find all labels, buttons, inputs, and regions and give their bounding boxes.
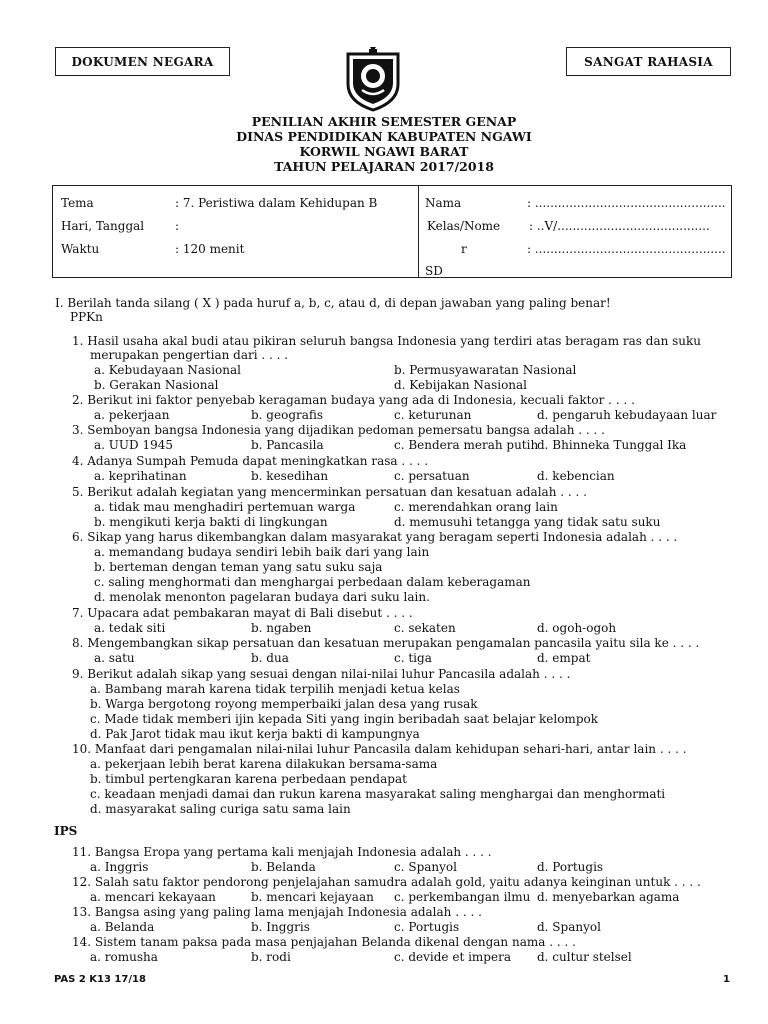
option-12d: d. menyebarkan agama (537, 890, 680, 904)
question-6: 6. Sikap yang harus dikembangkan dalam masyarakat yang beragam seperti Indonesia adalah . . . . (72, 530, 678, 544)
exam-info-table (52, 185, 732, 278)
subject-ppkn: PPKn (70, 310, 103, 324)
question-5: 5. Berikut adalah kegiatan yang mencerminkan persatuan dan kesatuan adalah . . . . (72, 485, 587, 499)
option-2a: a. pekerjaan (94, 408, 170, 422)
question-12: 12. Salah satu faktor pendorong penjelajahan samudra adalah gold, yaitu adanya keinginan untuk . . . . (72, 875, 701, 889)
option-6b: b. berteman dengan teman yang satu suku saja (94, 560, 383, 574)
info-value-theme: : 7. Peristiwa dalam Kehidupan B (175, 196, 378, 210)
option-5a: a. tidak mau menghadiri pertemuan warga (94, 500, 356, 514)
option-12c: c. perkembangan ilmu (394, 890, 531, 904)
option-2d: d. pengaruh kebudayaan luar (537, 408, 717, 422)
question-14: 14. Sistem tanam paksa pada masa penjajahan Belanda dikenal dengan nama . . . . (72, 935, 576, 949)
option-1a: a. Kebudayaan Nasional (94, 363, 241, 377)
option-7c: c. sekaten (394, 621, 456, 635)
option-10b: b. timbul pertengkaran karena perbedaan pendapat (90, 772, 407, 786)
option-14a: a. romusha (90, 950, 158, 964)
question-7: 7. Upacara adat pembakaran mayat di Bali disebut . . . . (72, 606, 413, 620)
section-instruction: I. Berilah tanda silang ( X ) pada huruf a, b, c, atau d, di depan jawaban yang paling benar! (55, 296, 611, 310)
option-14d: d. cultur stelsel (537, 950, 632, 964)
question-1: 1. Hasil usaha akal budi atau pikiran seluruh bangsa Indonesia yang terdiri atas beragam ras dan suku (72, 334, 702, 348)
option-6c: c. saling menghormati dan menghargai perbedaan dalam keberagaman (94, 575, 531, 589)
option-11d: d. Portugis (537, 860, 604, 874)
option-12b: b. mencari kejayaan (251, 890, 374, 904)
option-11b: b. Belanda (251, 860, 316, 874)
info-label-r: r (461, 242, 467, 256)
question-11: 11. Bangsa Eropa yang pertama kali menjajah Indonesia adalah . . . . (72, 845, 492, 859)
option-5c: c. merendahkan orang lain (394, 500, 558, 514)
option-10a: a. pekerjaan lebih berat karena dilakukan bersama-sama (90, 757, 438, 771)
option-9b: b. Warga bergotong royong memperbaiki jalan desa yang rusak (90, 697, 478, 711)
option-5d: d. memusuhi tetangga yang tidak satu suku (394, 515, 661, 529)
option-3a: a. UUD 1945 (94, 438, 173, 452)
info-value-class: : ..V/........................................ (529, 219, 710, 233)
option-13b: b. Inggris (251, 920, 310, 934)
question-8: 8. Mengembangkan sikap persatuan dan kesatuan merupakan pengamalan pancasila yaitu sila ke . . . . (72, 636, 700, 650)
info-label-class: Kelas/Nome (427, 219, 501, 233)
region-title: KORWIL NGAWI BARAT (299, 144, 469, 159)
info-value-name: : .................................................. (527, 196, 726, 210)
question-2: 2. Berikut ini faktor penyebab keragaman budaya yang ada di Indonesia, kecuali faktor . . . . (72, 393, 635, 407)
info-label-date: Hari, Tanggal (61, 219, 145, 233)
question-3: 3. Semboyan bangsa Indonesia yang dijadikan pedoman pemersatu bangsa adalah . . . . (72, 423, 605, 437)
option-14c: c. devide et impera (394, 950, 511, 964)
info-value-time: : 120 menit (175, 242, 245, 256)
info-label-school: SD (425, 264, 443, 278)
question-10: 10. Manfaat dari pengamalan nilai-nilai luhur Pancasila dalam kehidupan sehari-hari, antar lain . . . . (72, 742, 687, 756)
option-1d: d. Kebijakan Nasional (394, 378, 528, 392)
option-7d: d. ogoh-ogoh (537, 621, 617, 635)
page-number: 1 (723, 974, 730, 985)
option-3c: c. Bendera merah putih (394, 438, 539, 452)
footer-code: PAS 2 K13 17/18 (54, 974, 146, 985)
document-classification-box: DOKUMEN NEGARA (55, 47, 230, 76)
option-10d: d. masyarakat saling curiga satu sama lain (90, 802, 351, 816)
option-14b: b. rodi (251, 950, 291, 964)
option-12a: a. mencari kekayaan (90, 890, 216, 904)
info-divider (418, 186, 419, 277)
option-8b: b. dua (251, 651, 289, 665)
option-6d: d. menolak menonton pagelaran budaya dari suku lain. (94, 590, 430, 604)
info-label-name: Nama (425, 196, 462, 210)
option-2b: b. geografis (251, 408, 324, 422)
option-5b: b. mengikuti kerja bakti di lingkungan (94, 515, 328, 529)
option-3d: d. Bhinneka Tunggal Ika (537, 438, 687, 452)
option-10c: c. keadaan menjadi damai dan rukun karena masyarakat saling menghargai dan menghormati (90, 787, 666, 801)
option-4c: c. persatuan (394, 469, 470, 483)
option-13d: d. Spanyol (537, 920, 601, 934)
option-8c: c. tiga (394, 651, 432, 665)
option-4b: b. kesedihan (251, 469, 329, 483)
option-4a: a. keprihatinan (94, 469, 187, 483)
info-label-time: Waktu (61, 242, 100, 256)
option-8a: a. satu (94, 651, 135, 665)
option-7b: b. ngaben (251, 621, 312, 635)
info-label-theme: Tema (61, 196, 94, 210)
option-13a: a. Belanda (90, 920, 155, 934)
option-9c: c. Made tidak memberi ijin kepada Siti yang ingin beribadah saat belajar kelompok (90, 712, 598, 726)
option-1b: b. Permusyawaratan Nasional (394, 363, 577, 377)
option-2c: c. keturunan (394, 408, 472, 422)
info-value-date: : (175, 219, 180, 233)
agency-title: DINAS PENDIDIKAN KABUPATEN NGAWI (236, 129, 532, 144)
year-title: TAHUN PELAJARAN 2017/2018 (274, 159, 494, 174)
option-3b: b. Pancasila (251, 438, 324, 452)
exam-title: PENILIAN AKHIR SEMESTER GENAP (251, 114, 517, 129)
subject-ips: IPS (54, 824, 78, 838)
question-13: 13. Bangsa asing yang paling lama menjajah Indonesia adalah . . . . (72, 905, 482, 919)
option-7a: a. tedak siti (94, 621, 166, 635)
question-4: 4. Adanya Sumpah Pemuda dapat meningkatkan rasa . . . . (72, 454, 429, 468)
option-11c: c. Spanyol (394, 860, 457, 874)
option-9a: a. Bambang marah karena tidak terpilih menjadi ketua kelas (90, 682, 460, 696)
regency-emblem-icon (344, 46, 402, 112)
confidentiality-box: SANGAT RAHASIA (566, 47, 731, 76)
option-13c: c. Portugis (394, 920, 460, 934)
option-8d: d. empat (537, 651, 591, 665)
info-value-r: : .................................................. (527, 242, 726, 256)
option-11a: a. Inggris (90, 860, 149, 874)
option-9d: d. Pak Jarot tidak mau ikut kerja bakti di kampungnya (90, 727, 420, 741)
option-4d: d. kebencian (537, 469, 615, 483)
question-1-cont: merupakan pengertian dari . . . . (90, 348, 289, 362)
option-6a: a. memandang budaya sendiri lebih baik dari yang lain (94, 545, 430, 559)
option-1c: b. Gerakan Nasional (94, 378, 219, 392)
question-9: 9. Berikut adalah sikap yang sesuai dengan nilai-nilai luhur Pancasila adalah . . . . (72, 667, 571, 681)
